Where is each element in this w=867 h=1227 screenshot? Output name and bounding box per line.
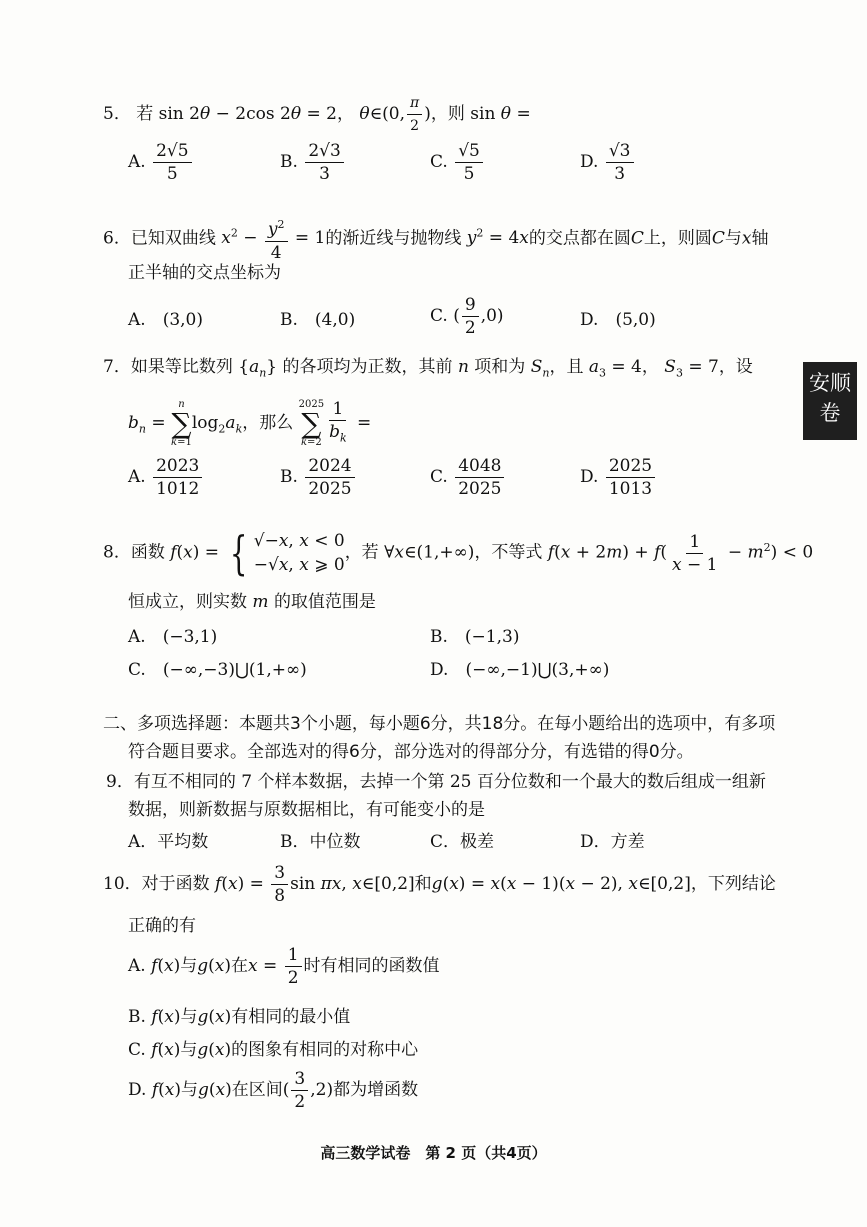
option-label: B. xyxy=(280,152,298,172)
question-text: 项和为 xyxy=(474,357,526,377)
option-value: (3,0) xyxy=(162,310,203,330)
question-text: 与 xyxy=(724,228,742,249)
numerator: 4048 xyxy=(455,455,504,478)
question-text: 恒成立，则实数 xyxy=(128,592,247,612)
option-label: A. xyxy=(128,152,146,172)
denominator: 1012 xyxy=(156,479,200,499)
option-label: D. xyxy=(580,467,599,487)
option-a: A. $\frac{2√5}{5}$ xyxy=(128,140,194,185)
option-d xyxy=(430,655,609,680)
question-9 xyxy=(106,770,766,794)
option-label: D. xyxy=(430,660,449,680)
option-label: D. xyxy=(580,152,599,172)
question-text: 已知双曲线 xyxy=(130,228,216,249)
question-text: 数据，则新数据与原数据相比，有可能变小的是 xyxy=(128,800,485,820)
option-a: A. f(x)与g(x)在x = $\frac{1}{2}$ 时有相同的函数值 xyxy=(128,945,440,988)
option-text: 在区间 xyxy=(231,1080,283,1100)
question-text: ， xyxy=(641,357,659,377)
question-text: ，不等式 xyxy=(474,542,543,563)
option-label: D. xyxy=(128,1080,147,1100)
question-text: 的各项均为正数，其前 xyxy=(282,357,453,377)
option-d xyxy=(580,305,656,330)
option-text: 有相同的最小值 xyxy=(231,1007,351,1027)
option-label: D. xyxy=(580,310,599,330)
question-text: 的交点都在圆 xyxy=(528,228,631,249)
option-text: 的图象有相同的对称中心 xyxy=(231,1040,419,1060)
equation: sin 2θ − 2cos 2θ = 2 xyxy=(158,104,337,124)
question-text: 正半轴的交点坐标为 xyxy=(128,263,281,283)
option-c: C. ( $\frac{9}{2}$ ,0) xyxy=(430,295,504,338)
tab-line: 安顺 xyxy=(809,371,851,395)
section-heading: 二、多项选择题：本题共3个小题，每小题6分，共18分。在每小题给出的选项中，有多项 xyxy=(103,714,776,734)
option-b: B. $\frac{2√3}{3}$ xyxy=(280,140,346,185)
question-text: ，若 xyxy=(344,542,379,563)
question-text: ，下列结论 xyxy=(690,874,776,894)
tab-line: 卷 xyxy=(819,401,841,425)
option-label: C. xyxy=(430,306,448,326)
option-a xyxy=(128,455,204,500)
equation: $y^2 = 4x$ xyxy=(466,226,529,249)
question-text: ，且 xyxy=(549,357,584,377)
option-label: A. xyxy=(128,956,146,976)
option-b: B. f(x)与g(x)有相同的最小值 xyxy=(128,1007,351,1027)
question-8: 8．函数 f(x) = { √−x, x < 0 −√x, x ⩾ 0 ，若 ∀x∈(1,+∞)，不等式 f(x + 2m) + f( $\frac{1}{x - 1}$ − $m^2) < 0$ xyxy=(103,526,814,581)
option-label: B. xyxy=(128,1007,146,1027)
question-number: 6． xyxy=(103,228,131,249)
numerator: 2023 xyxy=(153,455,202,478)
option-value: (−3,1) xyxy=(162,627,218,647)
option-c: C. f(x)与g(x)的图象有相同的对称中心 xyxy=(128,1040,419,1060)
option-c: C．极差 xyxy=(430,832,495,852)
denominator: 2025 xyxy=(308,479,352,499)
equation: $x^2$ − $\frac{y^2}{4}$ = 1 xyxy=(221,228,325,248)
question-text: 的渐近线与抛物线 xyxy=(325,228,462,249)
option-d xyxy=(580,455,657,500)
option-label: C. xyxy=(430,467,448,487)
question-text: 函数 xyxy=(130,542,165,563)
region-tab xyxy=(803,362,857,440)
option-label: C. xyxy=(128,660,146,680)
option-label: A. xyxy=(128,627,146,647)
option-text: 时有相同的函数值 xyxy=(303,956,440,976)
option-label: B. xyxy=(280,310,298,330)
option-b: B．中位数 xyxy=(280,832,361,852)
question-text: 的取值范围是 xyxy=(273,592,376,612)
page-footer: 高三数学试卷 第 2 页（共4页） xyxy=(320,1144,547,1162)
question-text: 有互不相同的 7 个样本数据，去掉一个第 25 百分位数和一个最大的数后组成一组新 xyxy=(133,772,766,792)
option-b xyxy=(280,455,357,500)
option-value: (−1,3) xyxy=(464,627,520,647)
option-text: 与 xyxy=(180,1040,198,1060)
option-text: 与 xyxy=(181,1080,199,1100)
option-text: 与 xyxy=(180,956,198,976)
question-8-line2: 恒成立，则实数 m 的取值范围是 xyxy=(128,592,376,612)
option-value: (−∞,−1)⋃(3,+∞) xyxy=(465,660,610,680)
question-text: 对于函数 xyxy=(141,874,210,894)
option-b xyxy=(280,305,355,330)
question-text: 若 xyxy=(136,104,154,124)
question-10: 10．对于函数 f(x) = $\frac{3}{8}$ sin πx, x∈[0,2]和g(x) = x(x − 1)(x − 2), x∈[0,2]，下列结论 xyxy=(103,863,776,906)
equation: sin θ = xyxy=(470,104,531,124)
option-a xyxy=(128,622,217,647)
option-a xyxy=(128,305,203,330)
denominator: 1013 xyxy=(608,479,653,499)
question-text: 上，则圆 xyxy=(643,228,712,249)
option-text: 在 xyxy=(231,956,249,976)
question-text: 轴 xyxy=(751,228,769,249)
question-7-line2: $b_n$ = n ∑ k=1 $\log_2a_k$，那么 2025 ∑ k=2 $\frac{1}{b_k}$ = xyxy=(128,398,372,448)
question-text: 正确的有 xyxy=(128,916,196,936)
option-a: A．平均数 xyxy=(128,832,209,852)
question-text: 和 xyxy=(414,874,432,894)
numerator: 2025 xyxy=(606,455,655,478)
option-label: B. xyxy=(280,467,298,487)
option-value: (5,0) xyxy=(615,310,656,330)
option-c xyxy=(128,655,307,680)
option-text: 都为增函数 xyxy=(333,1080,419,1100)
option-d: D．方差 xyxy=(580,832,645,852)
equation: θ∈(0, $\frac{\pi}{2}$ ) xyxy=(359,104,431,124)
section-instructions: 符合题目要求。全部选对的得6分，部分选对的得部分分，有选错的得0分。 xyxy=(128,742,694,762)
option-b xyxy=(430,622,519,647)
option-label: C. xyxy=(128,1040,146,1060)
question-text: ，那么 xyxy=(242,413,294,434)
question-text: 如果等比数列 xyxy=(130,357,233,377)
question-number: 8． xyxy=(103,542,131,563)
question-text: ，设 xyxy=(718,357,753,377)
denominator: 2025 xyxy=(458,479,502,499)
option-d: D. $\frac{√3}{3}$ xyxy=(580,140,636,185)
option-value: (4,0) xyxy=(314,310,356,330)
option-text: 与 xyxy=(180,1007,198,1027)
option-d: D. f(x)与g(x)在区间( $\frac{3}{2}$ ,2)都为增函数 xyxy=(128,1069,419,1112)
option-label: B. xyxy=(430,627,448,647)
question-7: 7．如果等比数列 $\{a_n\}$ 的各项均为正数，其前 n 项和为 $S_n$，且 $a_3 = 4$， $S_3 = 7$，设 xyxy=(103,357,753,380)
option-label: C. xyxy=(430,152,448,172)
question-number: 9． xyxy=(106,772,134,792)
question-5 xyxy=(103,92,531,137)
option-label: A. xyxy=(128,467,146,487)
option-value: (−∞,−3)⋃(1,+∞) xyxy=(162,660,307,680)
option-c: C. $\frac{√5}{5}$ xyxy=(430,140,485,185)
question-6: 6．已知双曲线 $x^2$ − $\frac{y^2}{4}$ = 1的渐近线与抛物线 $y^2 = 4x$的交点都在圆C上，则圆C与x轴 xyxy=(103,214,768,264)
question-number: 10． xyxy=(103,874,142,894)
numerator: 2024 xyxy=(305,455,354,478)
question-text: ， xyxy=(336,104,354,124)
option-label: A. xyxy=(128,310,146,330)
option-c xyxy=(430,455,506,500)
question-number: 5． xyxy=(103,104,131,124)
question-number: 7． xyxy=(103,357,131,377)
question-text: ，则 xyxy=(430,104,465,124)
